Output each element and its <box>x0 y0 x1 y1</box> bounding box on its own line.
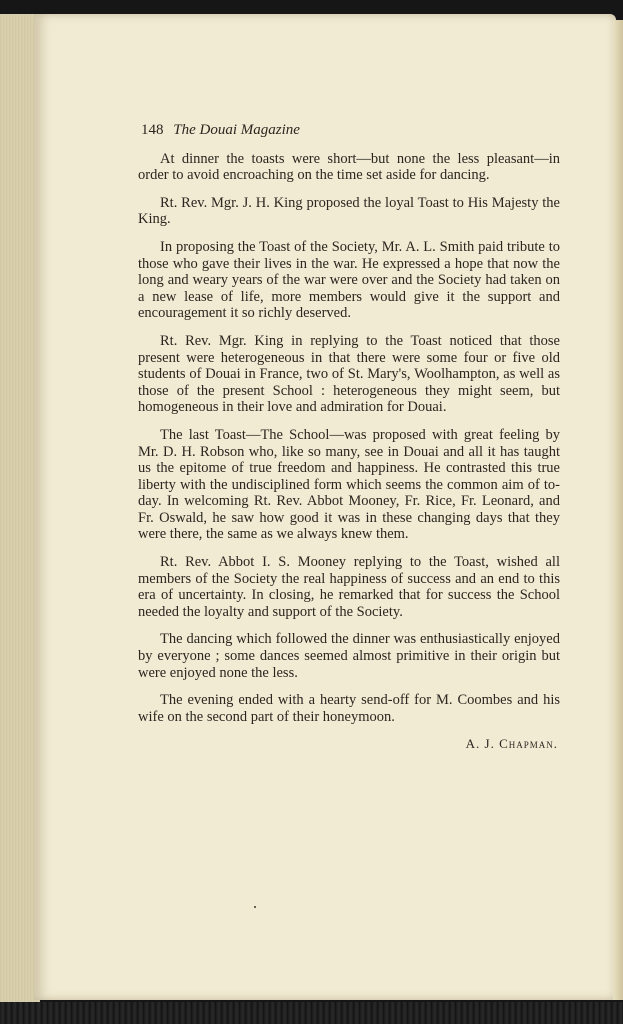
author-signature: A. J. Chapman. <box>465 736 558 752</box>
paragraph-1: At dinner the toasts were short—but none the less pleasant—in order to avoid encroaching on the time set aside for dancing. <box>138 150 560 184</box>
paragraph-7: The dancing which followed the dinner was enthusiastically enjoyed by everyone ; some dances seemed almost primitive in their origin but were enjoyed none the less. <box>138 631 560 681</box>
page-content <box>104 122 560 753</box>
running-header <box>141 122 560 139</box>
paragraph-3: In proposing the Toast of the Society, Mr. A. L. Smith paid tribute to those who gave their lives in the war. He expressed a hope that now the long and weary years of the war were over and the Society had taken on a new lease of life, more members would give it the support and encouragement it so richly deserved. <box>138 238 560 322</box>
paragraph-8: The evening ended with a hearty send-off for M. Coombes and his wife on the second part of their honeymoon. <box>138 692 560 725</box>
paragraph-2: Rt. Rev. Mgr. J. H. King proposed the loyal Toast to His Majesty the King. <box>138 194 560 228</box>
paragraph-5: The last Toast—The School—was proposed with great feeling by Mr. D. H. Robson who, like so many, see in Douai and all it has taught us the epitome of true freedom and happiness. He contrasted this true liberty with the undisciplined form which seems the common aim of to-day. In welcoming Rt. Rev. Abbot Mooney, Fr. Rice, Fr. Leonard, and Fr. Oswald, he saw how good it was in these changing days that they were there, the same as we always knew them. <box>138 426 560 543</box>
running-title: The Douai Magazine <box>173 122 300 138</box>
paragraph-4: Rt. Rev. Mgr. King in replying to the Toast noticed that those present were heterogeneous in that there were some four or five old students of Douai in France, two of St. Mary's, Woolhampton, as well as those of the present School : heterogeneous they might seem, but homogeneous in their love and admiration for Douai. <box>138 332 560 416</box>
print-speck <box>254 906 256 908</box>
page-number: 148 <box>141 122 164 138</box>
page-right-edge <box>613 20 623 1000</box>
paragraph-6: Rt. Rev. Abbot I. S. Mooney replying to the Toast, wished all members of the Society the real happiness of success and an end to this era of uncertainty. In closing, he remarked that for success the School needed the loyalty and support of the Society. <box>138 554 560 620</box>
book-cover-bottom-edge <box>0 1002 623 1024</box>
